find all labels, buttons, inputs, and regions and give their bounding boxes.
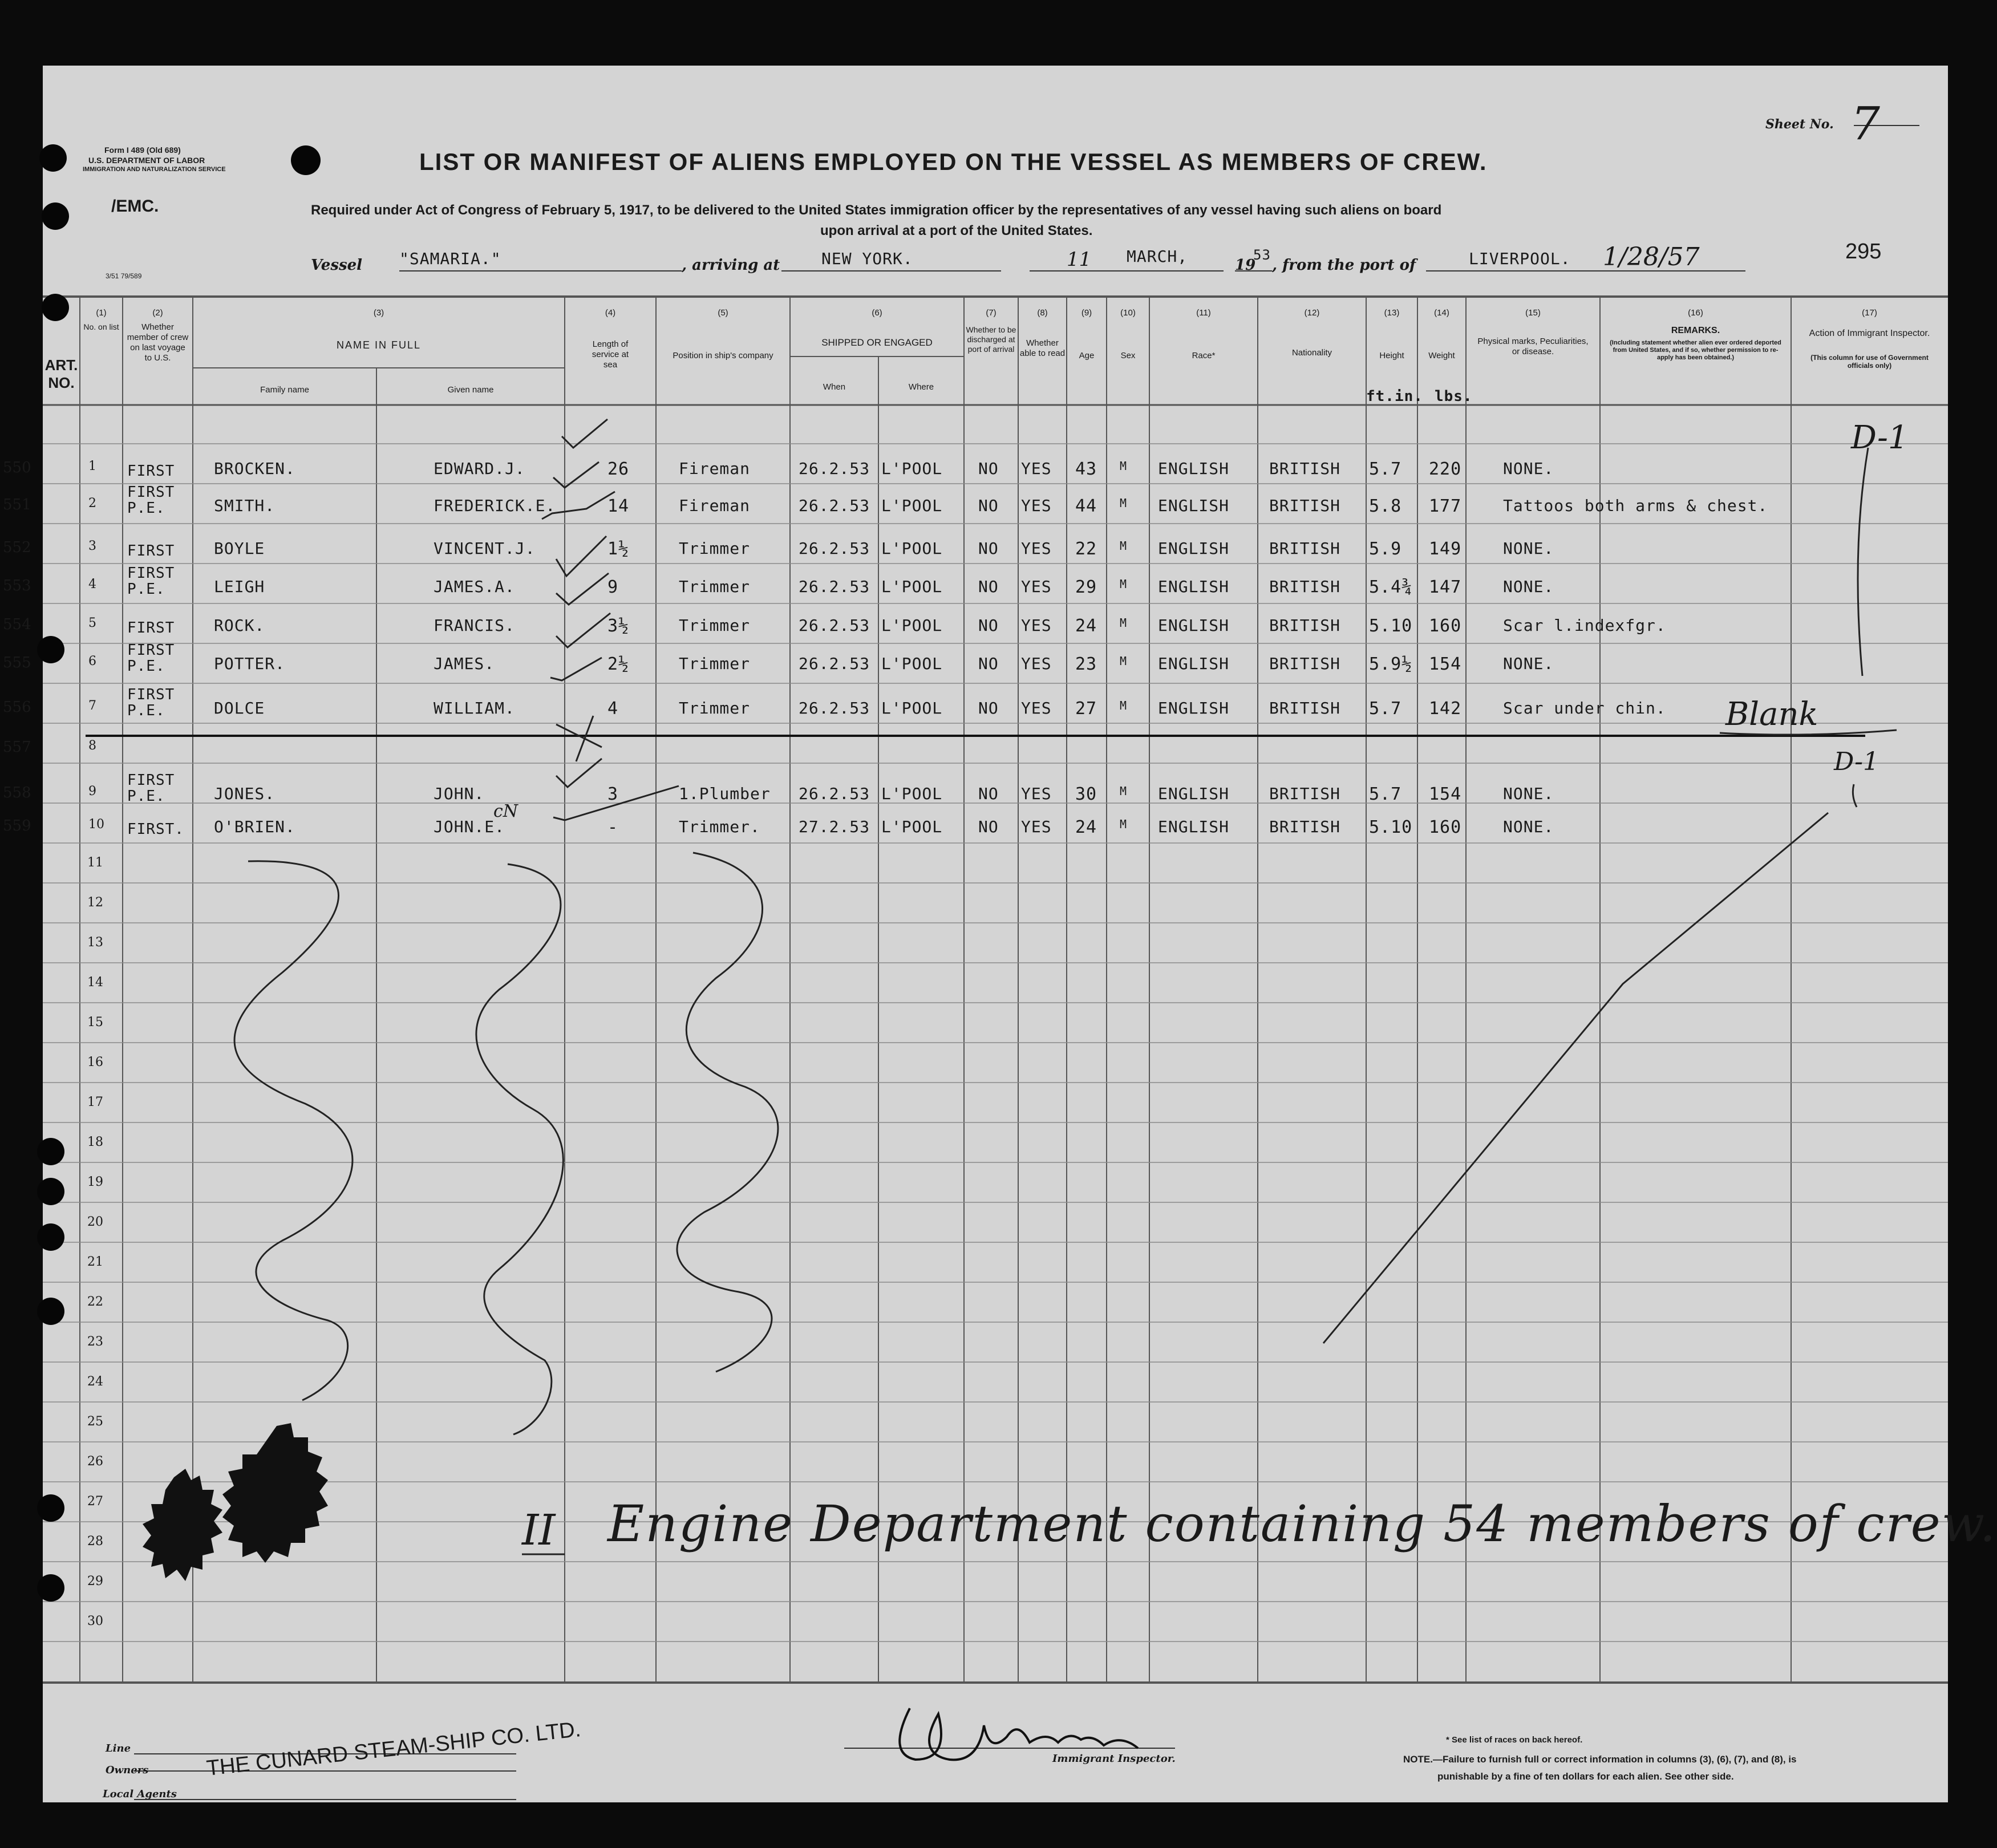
race: ENGLISH [1158,539,1230,558]
family-name: DOLCE [214,699,265,718]
service-name: IMMIGRATION AND NATURALIZATION SERVICE [83,166,226,173]
previous-voyage: FIRST [127,463,175,480]
race: ENGLISH [1158,817,1230,836]
empty-line-number: 26 [87,1454,103,1469]
able-to-read: YES [1021,817,1052,836]
given-name: JAMES. [434,654,495,673]
previous-voyage: P.E. [127,500,165,517]
nationality: BRITISH [1269,459,1341,478]
seal-marks [143,1423,328,1581]
footer-note-2: punishable by a fine of ten dollars for each alien. See other side. [1437,1771,1734,1782]
race: ENGLISH [1158,654,1230,673]
given-name: JAMES.A. [434,577,515,596]
col-12-num: (12) [1304,308,1320,318]
weight: 154 [1429,654,1462,674]
shipped-where: L'POOL [881,616,943,635]
service-length: 3½ [607,616,630,636]
col-3-text: NAME IN FULL [336,339,422,351]
line-number: 10 [88,817,104,832]
print-code: 3/51 79/589 [106,272,142,280]
weight: 154 [1429,784,1462,804]
age: 24 [1075,817,1097,837]
page-title: LIST OR MANIFEST OF ALIENS EMPLOYED ON THE VESSEL AS MEMBERS OF CREW. [419,148,1488,175]
art-number: 555 [3,654,31,671]
punch-hole [37,1298,64,1325]
discharge: NO [978,784,999,803]
art-number: 556 [3,699,31,716]
weight: 147 [1429,577,1462,597]
able-to-read: YES [1021,496,1052,515]
family-name: POTTER. [214,654,286,673]
line-number: 6 [88,654,96,668]
previous-voyage: FIRST [127,542,175,560]
empty-line-number: 14 [87,975,103,990]
empty-line-number: 19 [87,1175,103,1189]
empty-line-number: 21 [87,1255,103,1269]
year-prefix: 19 [1235,257,1256,274]
service-length: 3 [607,784,619,804]
empty-line-number: 16 [87,1055,103,1069]
weight: 142 [1429,699,1462,719]
previous-voyage: FIRST. [127,821,184,838]
shipped-where: L'POOL [881,817,943,836]
art-number: 550 [3,459,31,476]
previous-voyage: P.E. [127,788,165,805]
col-15-num: (15) [1525,308,1541,318]
arrival-port: NEW YORK. [821,249,913,268]
physical-marks: Tattoos both arms & chest. [1503,496,1768,515]
empty-line-number: 20 [87,1215,103,1229]
shipped-when: 26.2.53 [799,539,870,558]
col-6-where: Where [908,382,934,392]
weight: 220 [1429,459,1462,479]
col-4-text: Length of service at sea [592,339,629,370]
age: 23 [1075,654,1097,674]
col-6-text: SHIPPED OR ENGAGED [821,337,933,348]
discharge: NO [978,496,999,515]
previous-voyage: FIRST [127,484,175,501]
inspector-label: Immigrant Inspector. [1052,1753,1176,1765]
col-1-num: (1) [96,308,107,318]
family-name: SMITH. [214,496,276,515]
col-6-when: When [823,382,846,392]
footer-agents-label: Local Agents [103,1788,177,1800]
art-number: 551 [3,496,31,513]
punch-hole [37,1138,64,1165]
agents-stamp: THE CUNARD STEAM-SHIP CO. LTD. [205,1717,582,1781]
inspector-mark-top: D-1 [1851,419,1909,456]
height: 5.9 [1369,539,1402,559]
stamp-date: 1/28/57 [1603,242,1700,271]
art-number: 559 [3,817,31,834]
able-to-read: YES [1021,699,1052,718]
empty-line-number: 17 [87,1095,103,1109]
nationality: BRITISH [1269,577,1341,596]
line-number: 4 [88,577,96,591]
service-length: 1½ [607,539,630,559]
art-number: 552 [3,539,31,556]
empty-line-number: 24 [87,1375,103,1389]
line-number: 7 [88,699,96,713]
line-number: 8 [88,739,96,753]
col-5-num: (5) [718,308,728,318]
inspector-mark-lower: D-1 [1834,747,1879,776]
arrival-day: 11 [1067,248,1092,271]
given-name: VINCENT.J. [434,539,536,558]
col-10-text: Sex [1120,351,1136,360]
empty-line-number: 15 [87,1015,103,1030]
punch-hole [42,294,69,321]
previous-voyage: P.E. [127,702,165,719]
previous-voyage: FIRST [127,772,175,789]
able-to-read: YES [1021,577,1052,596]
subtitle-1: Required under Act of Congress of February 5, 1917, to be delivered to the United States immigration officer by the representatives of any vessel having such aliens on board [311,202,1442,218]
given-name: WILLIAM. [434,699,515,718]
service-length: 14 [607,496,630,516]
position: Trimmer [679,539,751,558]
empty-line-number: 22 [87,1295,103,1309]
family-name: O'BRIEN. [214,817,295,836]
nationality: BRITISH [1269,817,1341,836]
able-to-read: YES [1021,654,1052,673]
family-name: JONES. [214,784,276,803]
col-14-text: Weight [1428,351,1455,360]
height: 5.10 [1369,616,1413,636]
col-2-num: (2) [152,308,163,318]
col-4-num: (4) [605,308,616,318]
weight-units: lbs. [1435,388,1473,405]
able-to-read: YES [1021,539,1052,558]
given-name-note: cN [493,801,519,821]
age: 43 [1075,459,1097,479]
shipped-where: L'POOL [881,654,943,673]
physical-marks: NONE. [1503,654,1554,673]
punch-hole [37,1574,64,1602]
arrival-month: MARCH, [1127,247,1188,266]
height-units: ft.in. [1366,388,1423,405]
form-number: Form I 489 (Old 689) [104,145,181,155]
sex: M [1120,654,1128,668]
footer-note-1: NOTE.—Failure to furnish full or correct information in columns (3), (6), (7), and (8), is [1403,1754,1797,1765]
position: Fireman [679,459,751,478]
punch-hole [37,636,64,663]
shipped-when: 26.2.53 [799,699,870,718]
height: 5.10 [1369,817,1413,837]
position: Trimmer [679,577,751,596]
art-number: 553 [3,577,31,594]
race: ENGLISH [1158,699,1230,718]
shipped-when: 27.2.53 [799,817,870,836]
age: 22 [1075,539,1097,559]
blank-note: Blank [1725,696,1818,733]
shipped-where: L'POOL [881,496,943,515]
sex: M [1120,817,1128,831]
sex: M [1120,616,1128,630]
empty-line-number: 25 [87,1415,103,1429]
able-to-read: YES [1021,616,1052,635]
col-3-family: Family name [260,385,309,395]
discharge: NO [978,577,999,596]
shipped-when: 26.2.53 [799,577,870,596]
col-17-sub: (This column for use of Government officials only) [1810,354,1929,370]
col-6-num: (6) [872,308,882,318]
age: 27 [1075,699,1097,719]
col-8-text: Whether able to read [1019,338,1066,358]
col-13-text: Height [1379,351,1404,360]
physical-marks: NONE. [1503,817,1554,836]
departure-port: LIVERPOOL. [1469,249,1571,268]
col-13-num: (13) [1384,308,1400,318]
col-3-given: Given name [447,385,494,395]
physical-marks: Scar under chin. [1503,699,1666,718]
nationality: BRITISH [1269,699,1341,718]
line-number: 2 [88,496,96,510]
previous-voyage: FIRST [127,565,175,582]
nationality: BRITISH [1269,539,1341,558]
service-length: 2½ [607,654,630,674]
art-number: 554 [3,616,31,633]
weight: 149 [1429,539,1462,559]
col-7-text: Whether to be discharged at port of arrival [966,325,1016,354]
age: 44 [1075,496,1097,516]
discharge: NO [978,817,999,836]
race: ENGLISH [1158,496,1230,515]
sex: M [1120,784,1128,798]
shipped-when: 26.2.53 [799,496,870,515]
family-name: BOYLE [214,539,265,558]
line-number: 3 [88,539,96,553]
age: 29 [1075,577,1097,597]
family-name: BROCKEN. [214,459,295,478]
empty-line-number: 27 [87,1494,103,1509]
physical-marks: NONE. [1503,459,1554,478]
height: 5.8 [1369,496,1402,516]
shipped-where: L'POOL [881,699,943,718]
race: ENGLISH [1158,577,1230,596]
discharge: NO [978,654,999,673]
shipped-where: L'POOL [881,577,943,596]
from-port-label: , from the port of [1272,257,1416,274]
height: 5.7 [1369,784,1402,804]
subtitle-2: upon arrival at a port of the United States. [820,223,1093,238]
col-3-num: (3) [373,308,384,318]
position: Trimmer. [679,817,760,836]
nationality: BRITISH [1269,496,1341,515]
previous-voyage: FIRST [127,642,175,659]
service-length: 26 [607,459,630,479]
line-number: 5 [88,616,96,630]
previous-voyage: FIRST [127,686,175,703]
able-to-read: YES [1021,784,1052,803]
art-number: 557 [3,739,31,756]
col-16-text: REMARKS. [1671,326,1720,335]
sex: M [1120,539,1128,553]
previous-voyage: FIRST [127,619,175,637]
race: ENGLISH [1158,784,1230,803]
col-7-num: (7) [986,308,997,318]
height: 5.9½ [1369,654,1413,674]
physical-marks: NONE. [1503,539,1554,558]
col-10-num: (10) [1120,308,1136,318]
empty-line-number: 30 [87,1614,103,1628]
punch-hole [37,1494,64,1522]
races-note: * See list of races on back hereof. [1446,1735,1583,1745]
punch-hole [42,202,69,230]
able-to-read: YES [1021,459,1052,478]
physical-marks: NONE. [1503,784,1554,803]
vessel-label: Vessel [311,257,363,274]
void-diagonal [1323,813,1828,1343]
nationality: BRITISH [1269,616,1341,635]
physical-marks: Scar l.indexfgr. [1503,616,1666,635]
shipped-when: 26.2.53 [799,616,870,635]
empty-line-number: 11 [87,856,103,870]
position: Trimmer [679,699,751,718]
previous-voyage: P.E. [127,658,165,675]
art-number: 558 [3,784,31,801]
position: Trimmer [679,654,751,673]
col-2-text: Whether member of crew on last voyage to U.S. [127,322,189,363]
col-5-text: Position in ship's company [673,351,773,360]
shipped-when: 26.2.53 [799,459,870,478]
empty-line-number: 29 [87,1574,103,1588]
footer-line-label: Line [106,1742,131,1754]
vessel-name: "SAMARIA." [399,249,501,268]
col-15-text: Physical marks, Peculiarities, or disease. [1477,337,1589,356]
col-8-num: (8) [1037,308,1048,318]
age: 24 [1075,616,1097,636]
height: 5.7 [1369,699,1402,719]
line-number: 1 [88,459,96,473]
service-length: 4 [607,699,619,719]
sex: M [1120,577,1128,591]
void-squiggles [234,853,778,1434]
col-11-text: Race* [1192,351,1216,360]
age: 30 [1075,784,1097,804]
nationality: BRITISH [1269,784,1341,803]
weight: 177 [1429,496,1462,516]
sex: M [1120,496,1128,510]
arriving-label: , arriving at [682,257,780,274]
discharge: NO [978,539,999,558]
col-11-num: (11) [1196,308,1211,318]
empty-line-number: 13 [87,935,103,950]
position: 1.Plumber [679,784,771,803]
empty-line-number: 12 [87,895,103,910]
line-number: 9 [88,784,96,799]
sheet-number: 7 [1851,97,1880,150]
punch-hole [37,1178,64,1205]
col-16-sub: (Including statement whether alien ever ordered deported from United States, and if so, whether permission to re-apply has been obtained.) [1610,339,1781,362]
form-code: /EMC. [111,197,159,216]
col-1-text: No. on list [83,322,119,331]
manifest-sheet [3,66,1997,1802]
col-9-num: (9) [1081,308,1092,318]
race: ENGLISH [1158,616,1230,635]
punch-hole [39,144,67,172]
col-16-num: (16) [1688,308,1703,318]
page-number: 295 [1845,240,1882,264]
section-numeral: II [522,1506,556,1555]
given-name: JOHN.E. [434,817,505,836]
section-note: Engine Department containing 54 members of crew. [607,1494,1997,1553]
sheet-label: Sheet No. [1765,117,1834,132]
weight: 160 [1429,616,1462,636]
weight: 160 [1429,817,1462,837]
shipped-where: L'POOL [881,539,943,558]
inspector-signature [900,1708,1138,1760]
punch-hole [37,1223,64,1251]
family-name: ROCK. [214,616,265,635]
empty-line-number: 28 [87,1534,103,1549]
sex: M [1120,699,1128,712]
arrival-year: 53 [1253,247,1271,263]
empty-line-number: 23 [87,1335,103,1349]
height: 5.7 [1369,459,1402,479]
position: Fireman [679,496,751,515]
service-length: 9 [607,577,619,597]
race: ENGLISH [1158,459,1230,478]
position: Trimmer [679,616,751,635]
shipped-when: 26.2.53 [799,654,870,673]
height: 5.4¾ [1369,577,1413,597]
given-name: FREDERICK.E. [434,496,556,515]
previous-voyage: P.E. [127,581,165,598]
service-length: - [607,817,619,837]
discharge: NO [978,616,999,635]
physical-marks: NONE. [1503,577,1554,596]
department: U.S. DEPARTMENT OF LABOR [88,156,205,165]
given-name: EDWARD.J. [434,459,525,478]
family-name: LEIGH [214,577,265,596]
empty-line-number: 18 [87,1135,103,1149]
col-17-num: (17) [1862,308,1877,318]
given-name: FRANCIS. [434,616,515,635]
discharge: NO [978,699,999,718]
col-9-text: Age [1079,351,1095,360]
discharge: NO [978,459,999,478]
col-17-text: Action of Immigrant Inspector. [1809,329,1930,338]
footer-owners-label: Owners [106,1764,149,1776]
given-name: JOHN. [434,784,485,803]
col-12-text: Nationality [1291,348,1332,358]
sex: M [1120,459,1128,473]
shipped-where: L'POOL [881,784,943,803]
nationality: BRITISH [1269,654,1341,673]
punch-hole [291,145,321,175]
shipped-when: 26.2.53 [799,784,870,803]
col-14-num: (14) [1434,308,1449,318]
col-art-no: ART. NO. [44,356,78,392]
shipped-where: L'POOL [881,459,943,478]
inspector-stroke [1858,448,1868,676]
